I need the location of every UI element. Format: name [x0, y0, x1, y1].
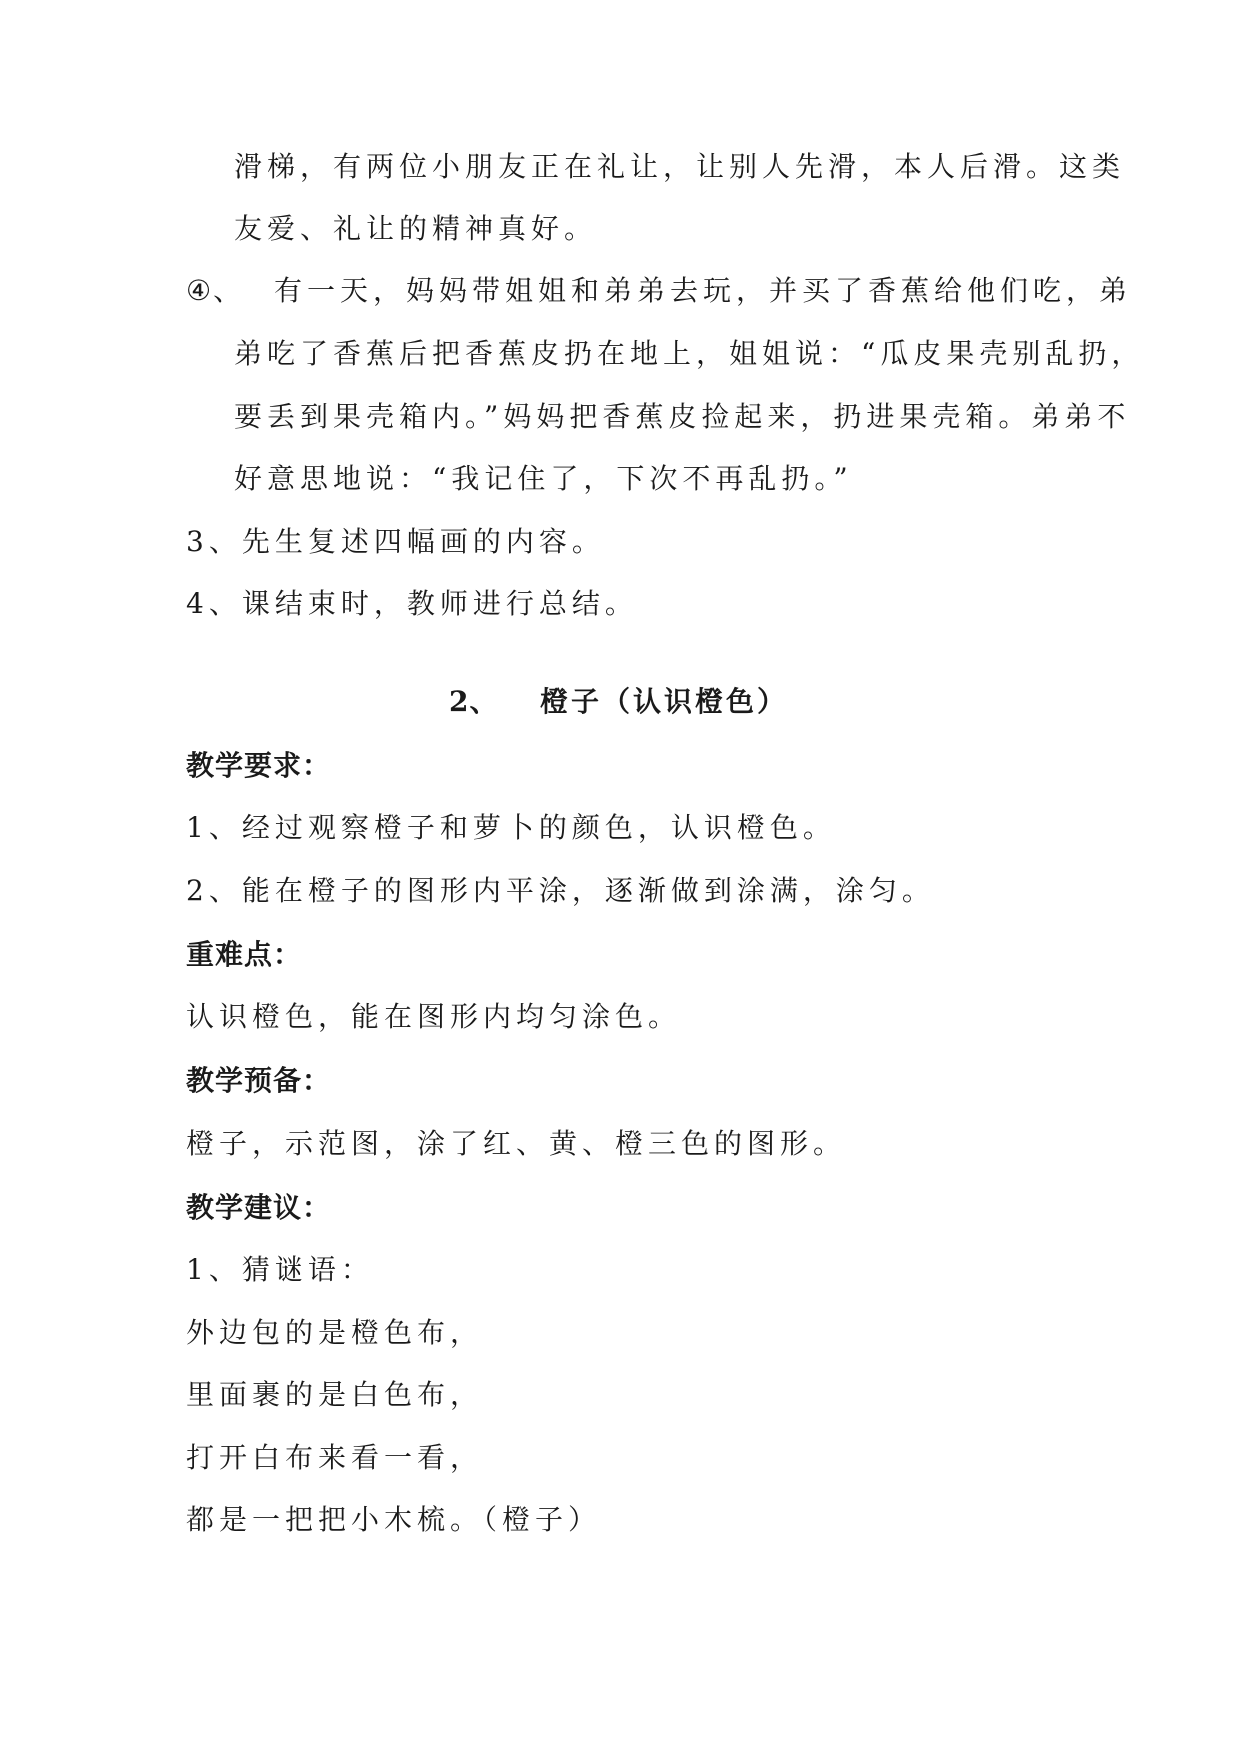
key-points-heading: 重难点： — [186, 938, 303, 971]
riddle-line: 打开白布来看一看， — [186, 1441, 484, 1474]
preparation-heading: 教学预备： — [186, 1064, 332, 1097]
paragraph-line: 有一天，妈妈带姐姐和弟弟去玩，并买了香蕉给他们吃，弟 — [274, 274, 1133, 307]
paragraph-line: 好意思地说：“我记住了，下次不再乱扔。” — [234, 462, 853, 495]
riddle-line: 里面裹的是白色布， — [186, 1378, 484, 1411]
requirements-heading: 教学要求： — [186, 749, 332, 782]
riddle-line: 外边包的是橙色布， — [186, 1316, 484, 1349]
paragraph-line: 弟吃了香蕉后把香蕉皮扔在地上，姐姐说：“瓜皮果壳别乱扔， — [234, 337, 1145, 370]
preparation-text: 橙子，示范图，涂了红、黄、橙三色的图形。 — [186, 1127, 847, 1160]
section-title: 橙子（认识橙色） — [540, 685, 789, 718]
paragraph-line: 滑梯，有两位小朋友正在礼让，让别人先滑，本人后滑。这类 — [234, 150, 1126, 183]
paragraph-line: 友爱、礼让的精神真好。 — [234, 212, 598, 245]
requirement-item: 1、经过观察橙子和萝卜的颜色，认识橙色。 — [186, 811, 836, 844]
riddle-line: 都是一把把小木梳。（橙子） — [186, 1503, 602, 1536]
requirement-item: 2、能在橙子的图形内平涂，逐渐做到涂满，涂匀。 — [186, 874, 935, 907]
key-points-text: 认识橙色，能在图形内均匀涂色。 — [186, 1000, 682, 1033]
paragraph-line: 要丢到果壳箱内。”妈妈把香蕉皮捡起来，扔进果壳箱。弟弟不 — [234, 400, 1131, 433]
suggestion-item: 1、猜谜语： — [186, 1253, 374, 1286]
paragraph-line: 3、先生复述四幅画的内容。 — [186, 525, 605, 558]
paragraph-line: 4、课结束时，教师进行总结。 — [186, 587, 638, 620]
section-number: 2、 — [449, 685, 499, 718]
suggestions-heading: 教学建议： — [186, 1191, 332, 1224]
list-item-4-marker: ④、 — [186, 274, 244, 307]
